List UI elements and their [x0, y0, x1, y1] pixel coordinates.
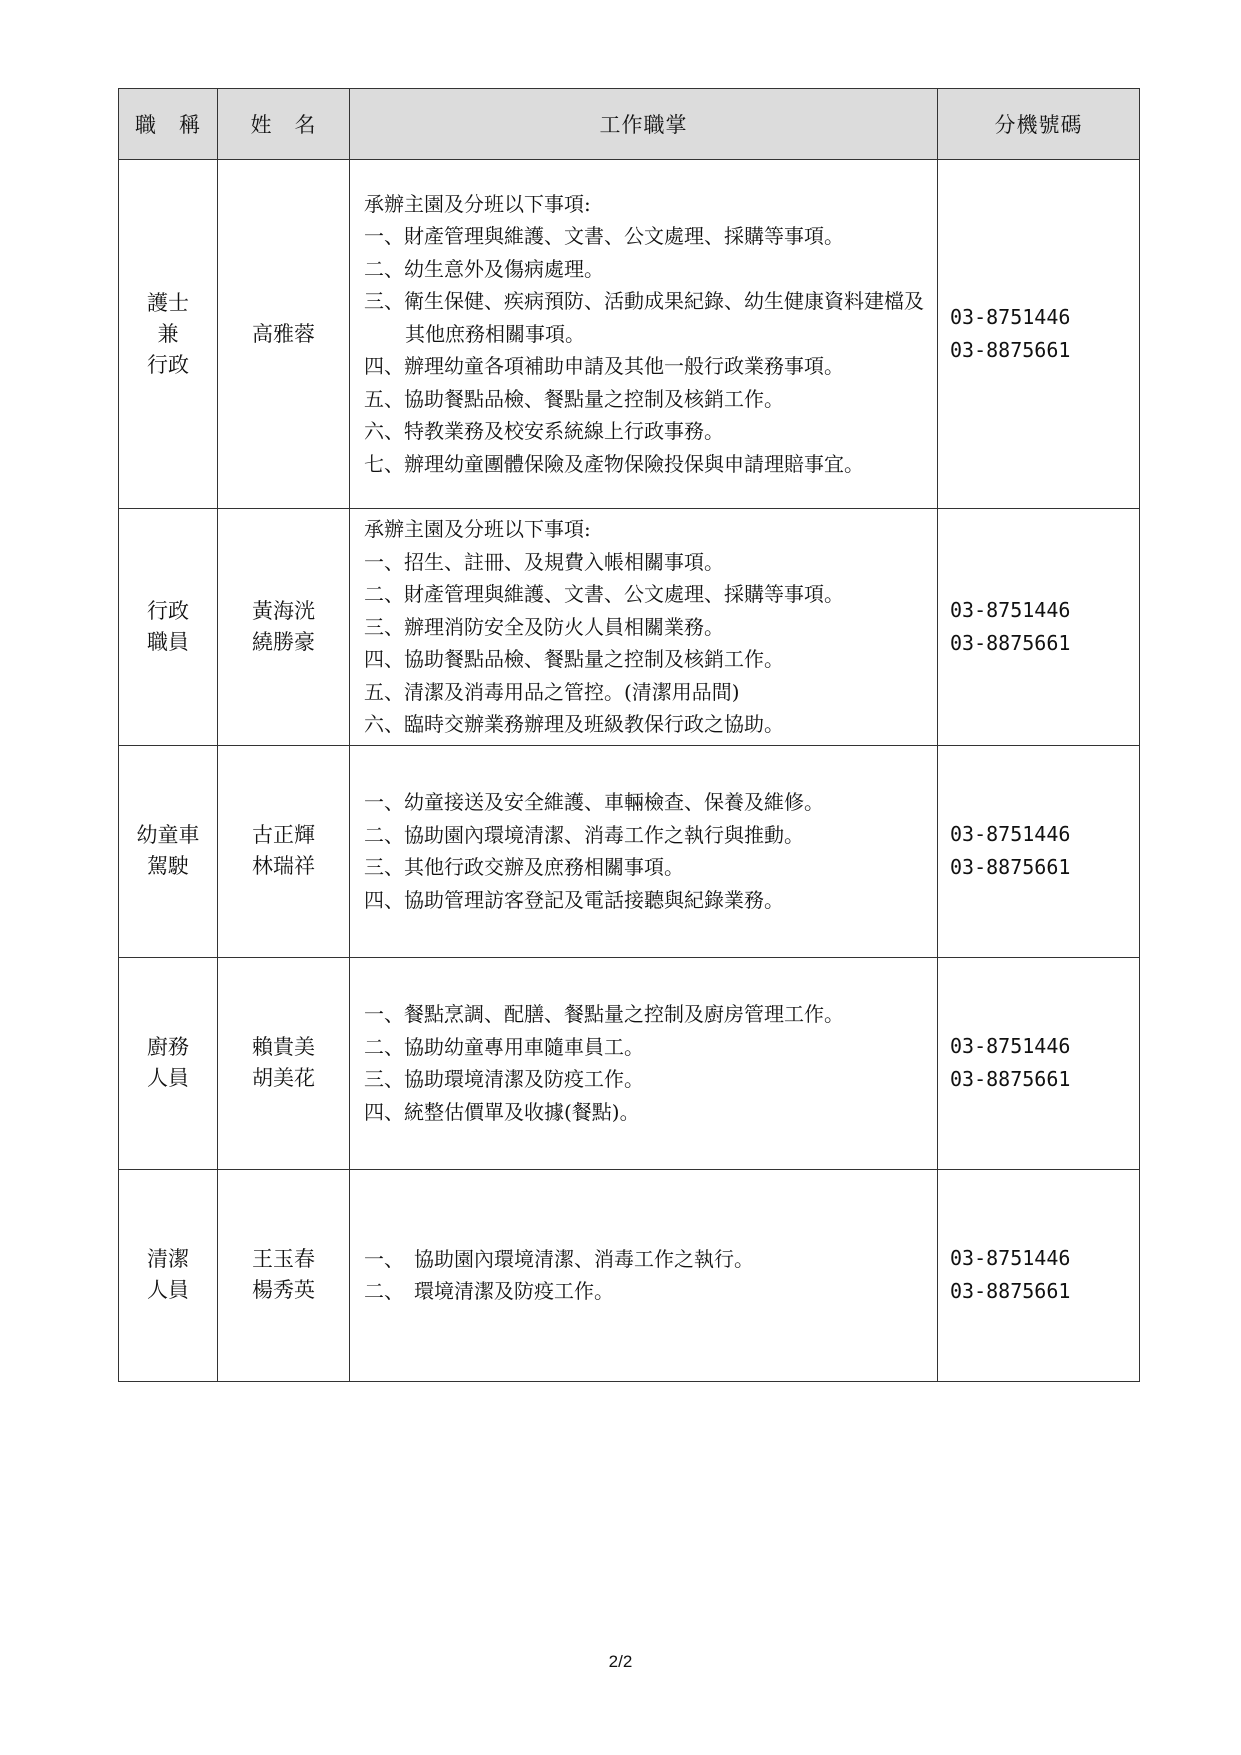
duty-item: 四、協助餐點品檢、餐點量之控制及核銷工作。 [364, 647, 784, 671]
extension-number: 03-8751446 [950, 597, 1071, 622]
header-name: 姓 名 [218, 89, 350, 160]
duty-item: 五、清潔及消毒用品之管控。(清潔用品間) [364, 679, 740, 704]
job-title-line: 職員 [147, 629, 189, 654]
extension-number: 03-8751446 [950, 822, 1071, 846]
header-title: 職 稱 [119, 89, 218, 160]
job-title-line: 兼 [157, 321, 179, 346]
duty-item: 四、辦理幼童各項補助申請及其他一般行政業務事項。 [364, 354, 844, 379]
extension-cell [938, 745, 1140, 957]
duty-item: 四、統整估價單及收據(餐點)。 [364, 1099, 640, 1124]
staff-name: 賴貴美 [252, 1035, 315, 1059]
staff-name: 黃海洸 [252, 598, 315, 623]
header-duties: 工作職掌 [350, 89, 938, 160]
staff-name-cell [218, 509, 350, 746]
duty-item: 七、辦理幼童團體保險及產物保險投保與申請理賠事宜。 [364, 451, 864, 476]
job-title-line: 幼童車 [136, 823, 200, 847]
staff-name: 繞勝豪 [252, 629, 315, 654]
duties-cell [350, 509, 938, 746]
duty-item: 三、辦理消防安全及防火人員相關業務。 [364, 614, 724, 639]
table-row [119, 1169, 1140, 1381]
extension-number: 03-8875661 [950, 1067, 1071, 1091]
duty-item: 一、財產管理與維護、文書、公文處理、採購等事項。 [364, 224, 844, 249]
staff-name: 林瑞祥 [252, 854, 315, 878]
job-title-line: 清潔 [147, 1247, 189, 1271]
duty-item: 一、 協助園內環境清潔、消毒工作之執行。 [364, 1246, 754, 1271]
extension-number: 03-8875661 [950, 855, 1071, 879]
job-title-cell [119, 745, 218, 957]
job-title-line: 廚務 [147, 1035, 189, 1059]
staff-name-cell [218, 160, 350, 509]
job-title-line: 人員 [147, 1066, 189, 1090]
staff-name: 古正輝 [252, 823, 315, 847]
duty-item: 二、協助園內環境清潔、消毒工作之執行與推動。 [364, 822, 804, 847]
job-title-cell [119, 957, 218, 1169]
table-header-row [119, 89, 1140, 160]
extension-number: 03-8875661 [950, 1279, 1071, 1303]
extension-number: 03-8751446 [950, 305, 1071, 329]
job-title-cell [119, 509, 218, 746]
job-title-cell [119, 1169, 218, 1381]
duty-item: 二、財產管理與維護、文書、公文處理、採購等事項。 [364, 582, 844, 606]
staff-name-cell [218, 745, 350, 957]
duty-item: 二、 環境清潔及防疫工作。 [364, 1279, 614, 1303]
duty-item: 三、衛生保健、疾病預防、活動成果紀錄、幼生健康資料建檔及其他庶務相關事項。 [364, 289, 924, 346]
table-row [119, 957, 1140, 1169]
staff-duty-table [118, 88, 1140, 1382]
duties-cell [350, 745, 938, 957]
duty-item: 五、協助餐點品檢、餐點量之控制及核銷工作。 [364, 386, 784, 411]
staff-name: 胡美花 [252, 1066, 315, 1090]
duty-item: 二、協助幼童專用車隨車員工。 [364, 1034, 644, 1059]
duties-cell [350, 1169, 938, 1381]
table-row [119, 745, 1140, 957]
job-title-cell [119, 160, 218, 509]
extension-number: 03-8751446 [950, 1034, 1071, 1058]
duties-cell [350, 160, 938, 509]
duty-item: 二、幼生意外及傷病處理。 [364, 256, 604, 281]
duty-item: 三、協助環境清潔及防疫工作。 [364, 1067, 644, 1091]
duty-item: 一、招生、註冊、及規費入帳相關事項。 [364, 549, 724, 574]
extension-cell [938, 160, 1140, 509]
page-number: 2/2 [608, 1652, 633, 1671]
extension-number: 03-8751446 [950, 1246, 1071, 1270]
extension-cell [938, 1169, 1140, 1381]
table-row [119, 160, 1140, 509]
duty-item: 一、餐點烹調、配膳、餐點量之控制及廚房管理工作。 [364, 1002, 844, 1026]
extension-number: 03-8875661 [950, 338, 1071, 362]
duties-cell [350, 957, 938, 1169]
staff-name: 高雅蓉 [252, 321, 315, 346]
job-title-line: 護士 [147, 290, 189, 315]
job-title-line: 行政 [147, 598, 189, 623]
extension-cell [938, 509, 1140, 746]
duty-item: 六、臨時交辦業務辦理及班級教保行政之協助。 [364, 712, 784, 736]
duty-item: 六、特教業務及校安系統線上行政事務。 [364, 419, 724, 444]
duties-intro: 承辦主園及分班以下事項: [364, 191, 591, 216]
job-title-line: 駕駛 [147, 854, 189, 878]
duty-item: 四、協助管理訪客登記及電話接聽與紀錄業務。 [364, 887, 784, 912]
duty-item: 一、幼童接送及安全維護、車輛檢查、保養及維修。 [364, 790, 824, 814]
job-title-line: 人員 [147, 1278, 189, 1302]
extension-cell [938, 957, 1140, 1169]
duties-intro: 承辦主園及分班以下事項: [364, 517, 591, 541]
extension-number: 03-8875661 [950, 630, 1071, 655]
staff-name-cell [218, 1169, 350, 1381]
staff-name: 王玉春 [252, 1247, 315, 1271]
table-body [119, 160, 1140, 1382]
duty-item: 三、其他行政交辦及庶務相關事項。 [364, 855, 684, 879]
job-title-line: 行政 [147, 352, 189, 377]
staff-name-cell [218, 957, 350, 1169]
staff-name: 楊秀英 [252, 1278, 315, 1302]
header-extension: 分機號碼 [938, 89, 1140, 160]
table-row [119, 509, 1140, 746]
